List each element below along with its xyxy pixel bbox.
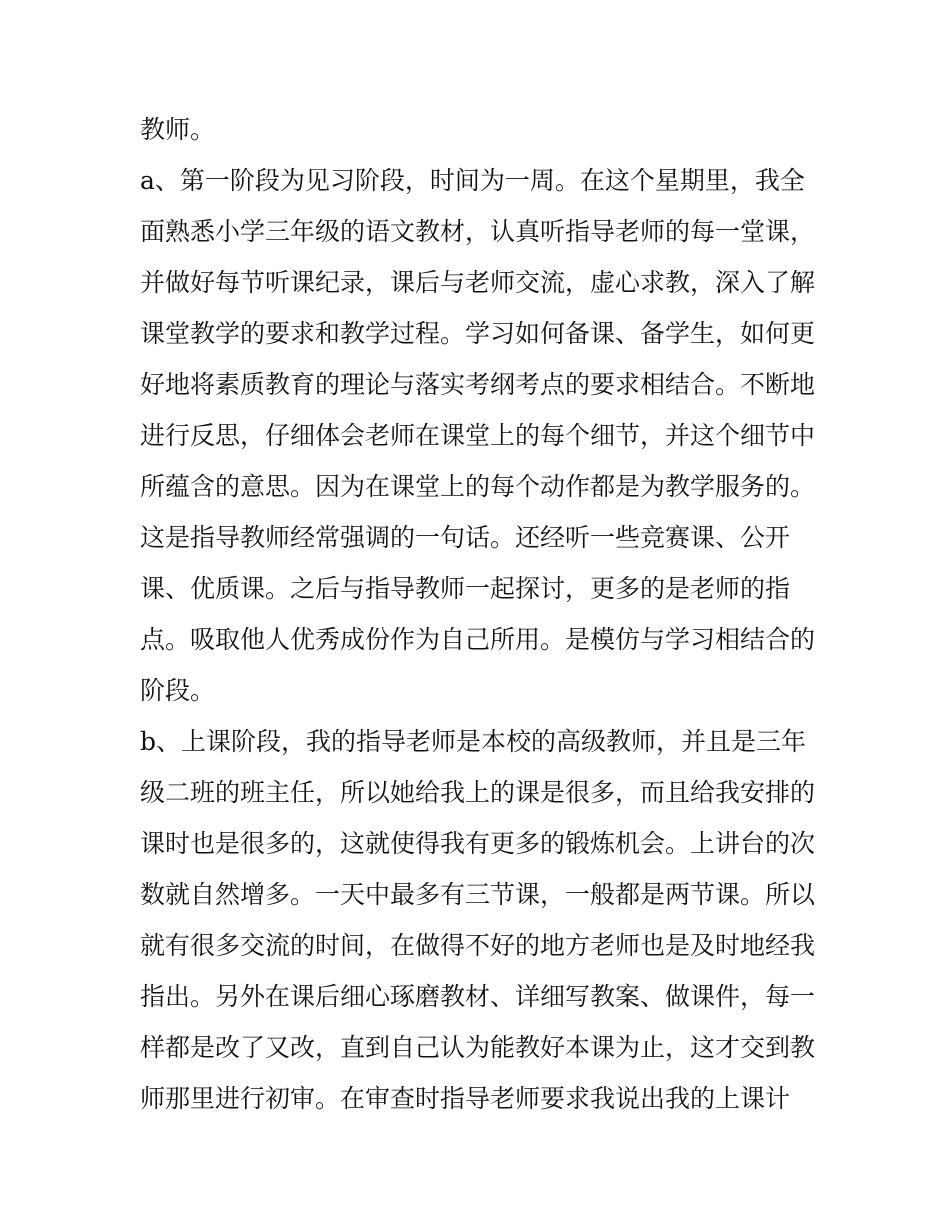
text-line: 课堂教学的要求和教学过程。学习如何备课、备学生，如何更 [140,319,816,348]
text-line: 样都是改了又改，直到自己认为能教好本课为止，这才交到教 [140,1033,816,1062]
text-line: 师那里进行初审。在审查时指导老师要求我说出我的上课计 [140,1084,791,1113]
body-text [140,104,830,1124]
text-line: 数就自然增多。一天中最多有三节课，一般都是两节课。所以 [140,880,816,909]
text-line: 课时也是很多的，这就使得我有更多的锻炼机会。上讲台的次 [140,829,816,858]
text-line: a、第一阶段为见习阶段，时间为一周。在这个星期里，我全 [140,166,805,195]
text-line: 所蕴含的意思。因为在课堂上的每个动作都是为教学服务的。 [140,472,816,501]
text-line: 并做好每节听课纪录，课后与老师交流，虚心求教，深入了解 [140,268,816,297]
text-line: 课、优质课。之后与指导教师一起探讨，更多的是老师的指 [140,574,791,603]
text-line: 级二班的班主任，所以她给我上的课是很多，而且给我安排的 [140,778,816,807]
text-line: b、上课阶段，我的指导老师是本校的高级教师，并且是三年 [140,727,807,756]
text-line: 点。吸取他人优秀成份作为自己所用。是模仿与学习相结合的 [140,625,816,654]
text-line: 就有很多交流的时间，在做得不好的地方老师也是及时地经我 [140,931,816,960]
text-line: 阶段。 [140,676,216,705]
text-line: 教师。 [140,115,216,144]
text-line: 好地将素质教育的理论与落实考纲考点的要求相结合。不断地 [140,370,816,399]
text-line: 指出。另外在课后细心琢磨教材、详细写教案、做课件，每一 [140,982,816,1011]
text-line: 进行反思，仔细体会老师在课堂上的每个细节，并这个细节中 [140,421,816,450]
text-line: 这是指导教师经常强调的一句话。还经听一些竞赛课、公开 [140,523,791,552]
text-line: 面熟悉小学三年级的语文教材，认真听指导老师的每一堂课， [140,217,816,246]
